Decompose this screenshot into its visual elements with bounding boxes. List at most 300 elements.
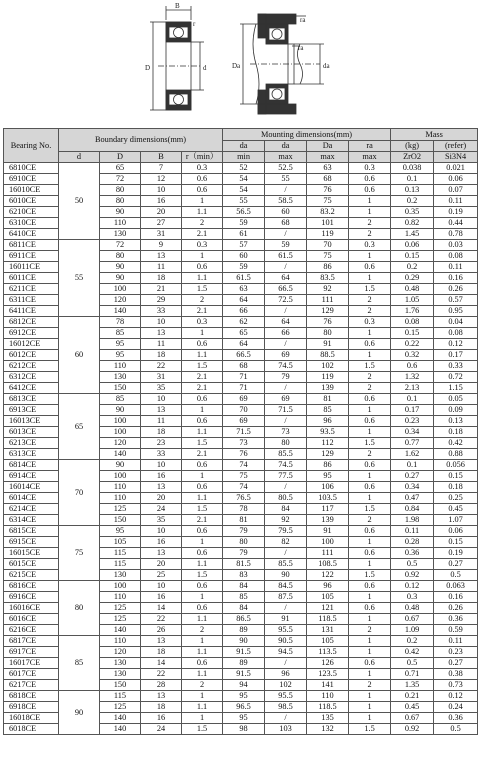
cell-r-min: 1.1 (182, 493, 223, 504)
cell-da-min: 83 (223, 570, 265, 581)
cell-mass-zro2: 0.48 (391, 284, 434, 295)
cell-r-min: 2.1 (182, 372, 223, 383)
cell-B: 16 (141, 592, 182, 603)
cell-D: 130 (100, 229, 141, 240)
cell-da-max: 96 (265, 669, 307, 680)
cell-bearing-no: 6917CE (4, 647, 59, 658)
cell-Da-max: 119 (307, 229, 349, 240)
cell-r-min: 0.6 (182, 658, 223, 669)
cell-da-max: 68 (265, 218, 307, 229)
cell-Da-max: 75 (307, 196, 349, 207)
cell-da-min: 79 (223, 548, 265, 559)
cell-Da-max: 88.5 (307, 350, 349, 361)
cell-da-max: 92 (265, 515, 307, 526)
cell-mass-si3n4: 0.16 (434, 592, 478, 603)
cell-Da-max: 139 (307, 515, 349, 526)
cell-D: 100 (100, 581, 141, 592)
cell-mass-si3n4: 0.06 (434, 174, 478, 185)
cell-D: 140 (100, 625, 141, 636)
cell-bearing-no: 16014CE (4, 482, 59, 493)
cell-bearing-no: 6011CE (4, 273, 59, 284)
cell-da-max: / (265, 713, 307, 724)
cell-B: 28 (141, 680, 182, 691)
cell-mass-si3n4: 0.5 (434, 570, 478, 581)
cell-B: 29 (141, 295, 182, 306)
cell-mass-zro2: 0.77 (391, 438, 434, 449)
cell-mass-zro2: 0.34 (391, 427, 434, 438)
cell-mass-zro2: 0.2 (391, 196, 434, 207)
cell-bearing-no: 6015CE (4, 559, 59, 570)
header-kg: (kg) (391, 141, 434, 152)
cell-da-min: 54 (223, 174, 265, 185)
cell-B: 12 (141, 174, 182, 185)
cell-bearing-no: 6812CE (4, 317, 59, 328)
cell-ra-max: 1 (349, 691, 391, 702)
cell-Da-max: 135 (307, 713, 349, 724)
cell-mass-si3n4: 0.44 (434, 218, 478, 229)
cell-D: 140 (100, 713, 141, 724)
cell-mass-zro2: 1.76 (391, 306, 434, 317)
cell-r-min: 1.5 (182, 504, 223, 515)
header-da-1: da (223, 141, 265, 152)
cell-r-min: 1.1 (182, 669, 223, 680)
header-B: B (141, 152, 182, 163)
cell-Da-max: 92 (307, 284, 349, 295)
cell-D: 115 (100, 548, 141, 559)
cell-mass-si3n4: 0.11 (434, 196, 478, 207)
cell-r-min: 0.6 (182, 603, 223, 614)
cell-da-max: 80 (265, 438, 307, 449)
cell-mass-si3n4: 0.12 (434, 691, 478, 702)
cell-da-max: 69 (265, 350, 307, 361)
cell-mass-si3n4: 0.11 (434, 262, 478, 273)
cell-da-min: 52 (223, 163, 265, 174)
cell-mass-si3n4: 0.72 (434, 372, 478, 383)
cell-B: 22 (141, 669, 182, 680)
header-max-2: max (307, 152, 349, 163)
cell-bearing-no: 6412CE (4, 383, 59, 394)
cell-ra-max: 1 (349, 647, 391, 658)
cell-B: 14 (141, 658, 182, 669)
cell-da-min: 91.5 (223, 669, 265, 680)
cell-ra-max: 0.6 (349, 174, 391, 185)
cell-bearing-no: 6314CE (4, 515, 59, 526)
cell-ra-max: 1 (349, 614, 391, 625)
cell-ra-max: 0.6 (349, 185, 391, 196)
cell-ra-max: 0.6 (349, 460, 391, 471)
cell-da-max: 103 (265, 724, 307, 735)
cell-da-min: 57 (223, 240, 265, 251)
cell-mass-si3n4: 0.15 (434, 471, 478, 482)
cell-da-max: 95.5 (265, 625, 307, 636)
cell-Da-max: 81 (307, 394, 349, 405)
cell-mass-si3n4: 0.38 (434, 669, 478, 680)
header-bearing-no: Bearing No. (4, 129, 59, 163)
cell-r-min: 1 (182, 636, 223, 647)
cell-r-min: 1.1 (182, 207, 223, 218)
cell-ra-max: 1 (349, 328, 391, 339)
cell-da-max: 84 (265, 504, 307, 515)
cell-mass-zro2: 0.2 (391, 262, 434, 273)
cell-da-max: 66 (265, 328, 307, 339)
cell-ra-max: 2 (349, 515, 391, 526)
label-d: d (203, 64, 207, 72)
cell-bearing-no: 6918CE (4, 702, 59, 713)
cell-bearing-no: 6811CE (4, 240, 59, 251)
cell-D: 140 (100, 306, 141, 317)
cell-mass-zro2: 0.5 (391, 559, 434, 570)
cell-Da-max: 129 (307, 306, 349, 317)
cell-B: 35 (141, 383, 182, 394)
cell-mass-si3n4: 0.04 (434, 317, 478, 328)
table-row (4, 526, 478, 537)
cell-bearing-no: 6018CE (4, 724, 59, 735)
cell-Da-max: 132 (307, 724, 349, 735)
cell-Da-max: 123.5 (307, 669, 349, 680)
cell-D: 85 (100, 328, 141, 339)
cell-r-min: 1.5 (182, 361, 223, 372)
cell-B: 25 (141, 570, 182, 581)
cell-da-min: 85 (223, 592, 265, 603)
cell-da-min: 74 (223, 482, 265, 493)
cell-bearing-no: 6310CE (4, 218, 59, 229)
cell-bearing-no: 16017CE (4, 658, 59, 669)
cell-d-group: 65 (59, 394, 100, 460)
cell-B: 13 (141, 405, 182, 416)
cell-da-min: 59 (223, 262, 265, 273)
cell-bearing-no: 6410CE (4, 229, 59, 240)
cell-ra-max: 1 (349, 350, 391, 361)
cell-mass-si3n4: 0.88 (434, 449, 478, 460)
cell-da-min: 75 (223, 471, 265, 482)
cell-mass-zro2: 0.15 (391, 328, 434, 339)
cell-da-min: 56.5 (223, 207, 265, 218)
cell-B: 13 (141, 251, 182, 262)
cell-ra-max: 2 (349, 449, 391, 460)
header-r-min: r（min） (182, 152, 223, 163)
cell-da-min: 94 (223, 680, 265, 691)
table-row (4, 394, 478, 405)
cell-Da-max: 70 (307, 240, 349, 251)
cell-mass-si3n4: 0.18 (434, 482, 478, 493)
cell-da-max: / (265, 262, 307, 273)
cell-r-min: 1 (182, 196, 223, 207)
cell-r-min: 1.5 (182, 724, 223, 735)
cell-r-min: 0.6 (182, 174, 223, 185)
cell-B: 16 (141, 537, 182, 548)
cell-da-min: 80 (223, 537, 265, 548)
cell-bearing-no: 6212CE (4, 361, 59, 372)
cell-da-min: 55 (223, 196, 265, 207)
cell-Da-max: 80 (307, 328, 349, 339)
cell-Da-max: 106 (307, 482, 349, 493)
cell-B: 10 (141, 317, 182, 328)
cell-ra-max: 0.6 (349, 339, 391, 350)
cell-B: 18 (141, 350, 182, 361)
cell-Da-max: 95 (307, 471, 349, 482)
cell-ra-max: 1 (349, 405, 391, 416)
cell-B: 24 (141, 504, 182, 515)
cell-mass-zro2: 0.35 (391, 207, 434, 218)
header-si3n4: Si3N4 (434, 152, 478, 163)
cell-Da-max: 117 (307, 504, 349, 515)
cell-r-min: 1.5 (182, 570, 223, 581)
cell-r-min: 1.1 (182, 273, 223, 284)
cell-ra-max: 0.6 (349, 394, 391, 405)
cell-bearing-no: 6818CE (4, 691, 59, 702)
cell-r-min: 1.1 (182, 427, 223, 438)
cell-mass-zro2: 0.08 (391, 317, 434, 328)
cell-r-min: 0.6 (182, 394, 223, 405)
header-refer: (refer) (434, 141, 478, 152)
cell-D: 72 (100, 240, 141, 251)
cell-mass-zro2: 0.67 (391, 614, 434, 625)
cell-mass-si3n4: 0.09 (434, 405, 478, 416)
cell-B: 16 (141, 713, 182, 724)
cell-mass-zro2: 0.3 (391, 592, 434, 603)
cell-mass-zro2: 1.32 (391, 372, 434, 383)
table-row (4, 636, 478, 647)
cell-B: 20 (141, 207, 182, 218)
cell-da-max: 55 (265, 174, 307, 185)
cell-mass-si3n4: 0.11 (434, 636, 478, 647)
cell-bearing-no: 16015CE (4, 548, 59, 559)
cell-r-min: 0.6 (182, 416, 223, 427)
cell-B: 18 (141, 273, 182, 284)
cell-B: 10 (141, 526, 182, 537)
cell-mass-zro2: 0.84 (391, 504, 434, 515)
cell-da-min: 62 (223, 317, 265, 328)
cell-B: 18 (141, 427, 182, 438)
cell-bearing-no: 6014CE (4, 493, 59, 504)
cell-B: 33 (141, 306, 182, 317)
cell-mass-zro2: 0.17 (391, 405, 434, 416)
cell-da-min: 95 (223, 691, 265, 702)
cell-mass-zro2: 0.36 (391, 548, 434, 559)
cell-r-min: 1.1 (182, 614, 223, 625)
cell-D: 120 (100, 438, 141, 449)
cell-D: 120 (100, 647, 141, 658)
table-row (4, 240, 478, 251)
cell-Da-max: 93.5 (307, 427, 349, 438)
cell-bearing-no: 6411CE (4, 306, 59, 317)
cell-r-min: 2.1 (182, 383, 223, 394)
cell-Da-max: 83.2 (307, 207, 349, 218)
cell-da-max: 90 (265, 570, 307, 581)
cell-mass-zro2: 0.1 (391, 460, 434, 471)
cell-mass-si3n4: 0.23 (434, 647, 478, 658)
cell-mass-si3n4: 0.57 (434, 295, 478, 306)
cell-mass-si3n4: 0.12 (434, 339, 478, 350)
cell-da-max: 85.5 (265, 559, 307, 570)
cell-mass-zro2: 0.11 (391, 526, 434, 537)
cell-B: 18 (141, 647, 182, 658)
cell-mass-si3n4: 0.03 (434, 240, 478, 251)
cell-mass-si3n4: 0.42 (434, 438, 478, 449)
cell-bearing-no: 6915CE (4, 537, 59, 548)
cell-da-min: 86.5 (223, 614, 265, 625)
cell-r-min: 0.6 (182, 460, 223, 471)
cell-Da-max: 141 (307, 680, 349, 691)
cell-mass-zro2: 0.06 (391, 240, 434, 251)
cell-r-min: 2.1 (182, 449, 223, 460)
cell-bearing-no: 6814CE (4, 460, 59, 471)
cell-da-max: 66.5 (265, 284, 307, 295)
cell-da-max: 90.5 (265, 636, 307, 647)
cell-bearing-no: 6211CE (4, 284, 59, 295)
cell-da-max: / (265, 229, 307, 240)
cell-Da-max: 105 (307, 592, 349, 603)
cell-r-min: 2.1 (182, 515, 223, 526)
cell-ra-max: 1.5 (349, 504, 391, 515)
header-min: min (223, 152, 265, 163)
cell-mass-zro2: 1.09 (391, 625, 434, 636)
cell-da-min: 76 (223, 449, 265, 460)
cell-da-max: 87.5 (265, 592, 307, 603)
cell-B: 13 (141, 328, 182, 339)
cell-mass-zro2: 0.32 (391, 350, 434, 361)
cell-mass-si3n4: 0.59 (434, 625, 478, 636)
cell-mass-si3n4: 0.27 (434, 559, 478, 570)
cell-da-min: 91.5 (223, 647, 265, 658)
cell-da-min: 69 (223, 416, 265, 427)
cell-mass-si3n4: 0.26 (434, 284, 478, 295)
header-max-3: max (349, 152, 391, 163)
cell-mass-zro2: 0.13 (391, 185, 434, 196)
cell-da-min: 81 (223, 515, 265, 526)
cell-mass-zro2: 0.42 (391, 647, 434, 658)
cell-Da-max: 91 (307, 339, 349, 350)
header-zro2: ZrO2 (391, 152, 434, 163)
cell-da-min: 74 (223, 460, 265, 471)
cell-da-max: / (265, 548, 307, 559)
cell-da-min: 84 (223, 581, 265, 592)
cell-da-max: 77.5 (265, 471, 307, 482)
cell-r-min: 1 (182, 328, 223, 339)
cell-mass-si3n4: 0.25 (434, 493, 478, 504)
cell-r-min: 0.3 (182, 163, 223, 174)
cell-B: 35 (141, 515, 182, 526)
cell-D: 115 (100, 559, 141, 570)
cell-bearing-no: 6910CE (4, 174, 59, 185)
cell-da-min: 84 (223, 603, 265, 614)
cell-Da-max: 96 (307, 581, 349, 592)
cell-da-min: 63 (223, 284, 265, 295)
cell-r-min: 0.6 (182, 548, 223, 559)
cell-ra-max: 0.6 (349, 482, 391, 493)
cell-da-max: 73 (265, 427, 307, 438)
cell-B: 14 (141, 603, 182, 614)
cell-mass-si3n4: 0.08 (434, 328, 478, 339)
cell-da-max: 74.5 (265, 460, 307, 471)
cell-bearing-no: 6916CE (4, 592, 59, 603)
cell-Da-max: 112 (307, 438, 349, 449)
cell-Da-max: 129 (307, 449, 349, 460)
cell-Da-max: 113.5 (307, 647, 349, 658)
cell-Da-max: 110 (307, 691, 349, 702)
cell-bearing-no: 6911CE (4, 251, 59, 262)
cell-ra-max: 2 (349, 680, 391, 691)
cell-bearing-no: 6816CE (4, 581, 59, 592)
cell-ra-max: 0.6 (349, 526, 391, 537)
cell-mass-si3n4: 0.45 (434, 504, 478, 515)
cell-bearing-no: 6216CE (4, 625, 59, 636)
cell-D: 125 (100, 603, 141, 614)
cell-mass-si3n4: 0.18 (434, 427, 478, 438)
cell-mass-si3n4: 0.15 (434, 537, 478, 548)
cell-B: 18 (141, 702, 182, 713)
cell-D: 85 (100, 394, 141, 405)
cell-bearing-no: 16010CE (4, 185, 59, 196)
cell-mass-zro2: 0.47 (391, 493, 434, 504)
cell-ra-max: 1 (349, 273, 391, 284)
cell-mass-si3n4: 0.78 (434, 229, 478, 240)
cell-mass-zro2: 1.45 (391, 229, 434, 240)
cell-B: 11 (141, 416, 182, 427)
label-da: da (323, 62, 330, 70)
cell-da-max: 85.5 (265, 449, 307, 460)
cell-mass-zro2: 0.45 (391, 702, 434, 713)
cell-B: 27 (141, 218, 182, 229)
cell-D: 110 (100, 592, 141, 603)
cell-mass-zro2: 0.34 (391, 482, 434, 493)
cell-D: 140 (100, 724, 141, 735)
cell-da-min: 71 (223, 372, 265, 383)
cell-mass-si3n4: 0.16 (434, 273, 478, 284)
cell-ra-max: 0.3 (349, 240, 391, 251)
cell-r-min: 2 (182, 625, 223, 636)
cell-bearing-no: 6912CE (4, 328, 59, 339)
header-max-1: max (265, 152, 307, 163)
cell-ra-max: 2 (349, 295, 391, 306)
cell-da-min: 89 (223, 658, 265, 669)
cell-mass-si3n4: 0.17 (434, 350, 478, 361)
cell-mass-si3n4: 0.19 (434, 548, 478, 559)
cell-Da-max: 119 (307, 372, 349, 383)
cell-r-min: 0.6 (182, 482, 223, 493)
cell-B: 24 (141, 724, 182, 735)
cell-B: 9 (141, 240, 182, 251)
cell-mass-si3n4: 0.05 (434, 394, 478, 405)
cell-mass-zro2: 0.92 (391, 570, 434, 581)
cell-mass-si3n4: 0.95 (434, 306, 478, 317)
cell-Da-max: 100 (307, 537, 349, 548)
cell-bearing-no: 6810CE (4, 163, 59, 174)
cell-D: 90 (100, 273, 141, 284)
cell-D: 100 (100, 471, 141, 482)
cell-da-max: 60 (265, 207, 307, 218)
cell-D: 95 (100, 526, 141, 537)
header-da-2: da (265, 141, 307, 152)
cell-ra-max: 1 (349, 669, 391, 680)
cell-da-max: 52.5 (265, 163, 307, 174)
cell-mass-zro2: 0.5 (391, 658, 434, 669)
cell-Da-max: 111 (307, 548, 349, 559)
cell-mass-si3n4: 0.36 (434, 713, 478, 724)
cell-ra-max: 1 (349, 592, 391, 603)
cell-da-min: 89 (223, 625, 265, 636)
cell-bearing-no: 16012CE (4, 339, 59, 350)
table-row (4, 581, 478, 592)
cell-Da-max: 83.5 (307, 273, 349, 284)
cell-d-group: 90 (59, 691, 100, 735)
cell-D: 105 (100, 537, 141, 548)
cell-D: 95 (100, 339, 141, 350)
cell-D: 125 (100, 504, 141, 515)
cell-bearing-no: 6817CE (4, 636, 59, 647)
cell-r-min: 0.6 (182, 581, 223, 592)
cell-da-min: 71 (223, 383, 265, 394)
